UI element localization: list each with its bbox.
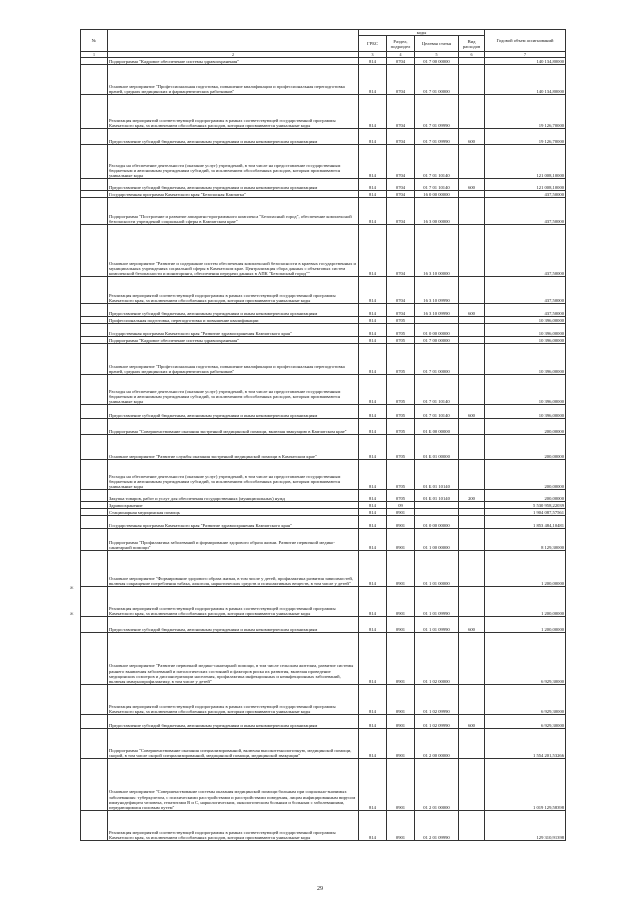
- col-name-header: [108, 30, 359, 52]
- index-cell: 5: [415, 52, 459, 58]
- csr-cell: 01 2 01 09990: [415, 811, 459, 841]
- vr-cell: [459, 419, 485, 435]
- razdel-cell: 0901: [387, 729, 415, 759]
- razdel-cell: 0901: [387, 715, 415, 729]
- razdel-cell: 0901: [387, 633, 415, 685]
- table-row: [81, 179, 566, 191]
- row-name-cell: Предоставление субсидий бюджетным, автономным учреждениям и иным некоммерческим организациям: [108, 179, 359, 191]
- csr-cell: 01 7 01 10140: [415, 145, 459, 179]
- row-name-cell: Государственная программа Камчатского края "Развитие здравоохранения Камчатского края": [108, 324, 359, 337]
- vr-cell: [459, 729, 485, 759]
- amount-cell: 10 396,00000: [485, 344, 566, 375]
- amount-cell: 6 929,30000: [485, 685, 566, 715]
- razdel-cell: 0704: [387, 304, 415, 317]
- grbs-cell: 814: [359, 551, 387, 587]
- razdel-cell: 0901: [387, 685, 415, 715]
- razdel-cell: 0704: [387, 145, 415, 179]
- razdel-cell: 0705: [387, 375, 415, 405]
- row-name-cell: Основное мероприятие "Совершенствование системы оказания медицинской помощи больным при социально-значимых заболеваниях: туберкулезом, с психическими расстройствами и расстройствами поведения, лицам инфицированным вирусом иммунодефицита человека, гепатитами В и С, наркологическим, онкологическим больным и больным с заболеваниями, передающимися половым путем": [108, 759, 359, 811]
- row-num-cell: [81, 516, 108, 529]
- row-num-cell: [81, 435, 108, 460]
- table-row: [81, 509, 566, 516]
- row-num-cell: [81, 58, 108, 65]
- grbs-cell: 814: [359, 65, 387, 95]
- razdel-cell: 0704: [387, 95, 415, 129]
- col-razdel-header: Раздел, подраздел: [387, 36, 415, 52]
- row-name-cell: Закупка товаров, работ и услуг для обеспечения государственных (муниципальных) нужд: [108, 490, 359, 502]
- amount-cell: 129 310,91398: [485, 811, 566, 841]
- row-num-cell: [81, 405, 108, 419]
- csr-cell: 01 7 01 00000: [415, 344, 459, 375]
- vr-cell: [459, 460, 485, 490]
- amount-cell: 6 929,30000: [485, 715, 566, 729]
- vr-cell: [459, 587, 485, 617]
- razdel-cell: 0704: [387, 58, 415, 65]
- row-name-cell: Подпрограмма "Кадровое обеспечение системы здравоохранения": [108, 337, 359, 344]
- razdel-cell: 0705: [387, 460, 415, 490]
- razdel-cell: 0704: [387, 225, 415, 277]
- razdel-cell: 0705: [387, 419, 415, 435]
- table-row: [81, 759, 566, 811]
- amount-cell: 1 904 087,57561: [485, 509, 566, 516]
- grbs-cell: 814: [359, 759, 387, 811]
- table-row: [81, 145, 566, 179]
- grbs-cell: 814: [359, 460, 387, 490]
- csr-cell: 01 2 00 00000: [415, 729, 459, 759]
- grbs-cell: 814: [359, 509, 387, 516]
- row-name-cell: Подпрограмма "Профилактика заболеваний и формирование здорового образа жизни. Развитие первичной медико-санитарной помощи": [108, 529, 359, 551]
- row-num-cell: [81, 587, 108, 617]
- csr-cell: 16 3 00 00000: [415, 198, 459, 225]
- vr-cell: [459, 198, 485, 225]
- vr-cell: [459, 509, 485, 516]
- table-row: [81, 58, 566, 65]
- amount-cell: 19 126,70000: [485, 129, 566, 145]
- amount-cell: 200,00000: [485, 460, 566, 490]
- razdel-cell: 0705: [387, 337, 415, 344]
- grbs-cell: 814: [359, 129, 387, 145]
- index-cell: 2: [108, 52, 359, 58]
- amount-cell: 1 853 484,10481: [485, 516, 566, 529]
- grbs-cell: 814: [359, 179, 387, 191]
- table-row: [81, 419, 566, 435]
- vr-cell: [459, 191, 485, 198]
- vr-cell: [459, 65, 485, 95]
- row-num-cell: [81, 179, 108, 191]
- row-num-cell: [81, 198, 108, 225]
- grbs-cell: 814: [359, 58, 387, 65]
- grbs-cell: 814: [359, 502, 387, 509]
- amount-cell: 5 530 958,22039: [485, 502, 566, 509]
- amount-cell: 1 200,00000: [485, 551, 566, 587]
- table-row: [81, 324, 566, 337]
- grbs-cell: 814: [359, 490, 387, 502]
- amount-cell: 10 396,00000: [485, 405, 566, 419]
- col-num-header: №: [81, 30, 108, 52]
- row-num-cell: [81, 551, 108, 587]
- table-row: [81, 304, 566, 317]
- row-num-cell: [81, 65, 108, 95]
- row-num-cell: [81, 419, 108, 435]
- table-row: [81, 617, 566, 633]
- row-num-cell: [81, 95, 108, 129]
- row-name-cell: Основное мероприятие "Развитие первичной медико-санитарной помощи, в том числе сельским жителям, развитие системы раннего выявления заболеваний и патологических состояний и факторов риска их развития, включая проведение медицинских осмотров и диспансеризации населения, профилактика инфекционных и неинфекционных заболеваний, включая иммунопрофилактику, в том числе у детей": [108, 633, 359, 685]
- razdel-cell: 0704: [387, 277, 415, 304]
- csr-cell: 01 7 01 09990: [415, 95, 459, 129]
- csr-cell: [415, 509, 459, 516]
- row-name-cell: Расходы на обеспечение деятельности (оказание услуг) учреждений, в том числе на предоставление государственным бюджетным и автономным учреждениям субсидий, за исключением обособленных расходов, которым присваиваются уникальные коды: [108, 375, 359, 405]
- row-num-cell: [81, 191, 108, 198]
- row-name-cell: Профессиональная подготовка, переподготовка и повышение квалификации: [108, 317, 359, 324]
- csr-cell: 01 7 01 10140: [415, 375, 459, 405]
- amount-cell: 437,50000: [485, 277, 566, 304]
- razdel-cell: 09: [387, 502, 415, 509]
- amount-cell: 19 126,70000: [485, 95, 566, 129]
- razdel-cell: 0705: [387, 317, 415, 324]
- amount-cell: 437,50000: [485, 225, 566, 277]
- vr-cell: [459, 337, 485, 344]
- amount-cell: 10 396,00000: [485, 324, 566, 337]
- csr-cell: 01 2 01 00000: [415, 759, 459, 811]
- table-row: [81, 198, 566, 225]
- grbs-cell: 814: [359, 529, 387, 551]
- row-num-cell: [81, 344, 108, 375]
- razdel-cell: 0901: [387, 587, 415, 617]
- row-name-cell: Предоставление субсидий бюджетным, автономным учреждениям и иным некоммерческим организациям: [108, 129, 359, 145]
- csr-cell: 01 7 01 00000: [415, 65, 459, 95]
- vr-cell: [459, 551, 485, 587]
- codes-header: коды: [359, 30, 485, 36]
- table-body: [81, 58, 566, 841]
- razdel-cell: 0901: [387, 529, 415, 551]
- row-name-cell: Подпрограмма "Построение и развитие аппаратно-программного комплекса "Безопасный город", обеспечение комплексной безопасности учреждений социальной сферы в Камчатском крае": [108, 198, 359, 225]
- grbs-cell: 814: [359, 419, 387, 435]
- vr-cell: [459, 502, 485, 509]
- grbs-cell: 814: [359, 225, 387, 277]
- grbs-cell: 814: [359, 435, 387, 460]
- table-row: [81, 811, 566, 841]
- row-name-cell: Подпрограмма "Кадровое обеспечение системы здравоохранения": [108, 58, 359, 65]
- amount-cell: 6 929,30000: [485, 633, 566, 685]
- razdel-cell: 0901: [387, 759, 415, 811]
- margin-mark: ж: [70, 612, 74, 617]
- row-num-cell: [81, 509, 108, 516]
- vr-cell: 600: [459, 179, 485, 191]
- vr-cell: [459, 317, 485, 324]
- csr-cell: 16 3 10 09990: [415, 277, 459, 304]
- row-name-cell: Государственная программа Камчатского края "Развитие здравоохранения Камчатского края": [108, 516, 359, 529]
- amount-cell: 1 554 201,53266: [485, 729, 566, 759]
- table-row: [81, 225, 566, 277]
- csr-cell: 16 3 10 00000: [415, 225, 459, 277]
- vr-cell: 600: [459, 405, 485, 419]
- table-row: [81, 633, 566, 685]
- vr-cell: 600: [459, 617, 485, 633]
- grbs-cell: 814: [359, 685, 387, 715]
- vr-cell: [459, 633, 485, 685]
- col-csr-header: Целевая статья: [415, 36, 459, 52]
- csr-cell: 01 7 00 00000: [415, 337, 459, 344]
- csr-cell: 01 7 01 10140: [415, 405, 459, 419]
- csr-cell: 01 7 01 09990: [415, 129, 459, 145]
- amount-cell: 437,50000: [485, 304, 566, 317]
- index-cell: 1: [81, 52, 108, 58]
- razdel-cell: 0705: [387, 435, 415, 460]
- row-name-cell: Расходы на обеспечение деятельности (оказание услуг) учреждений, в том числе на предоставление государственным бюджетным и автономным учреждениям субсидий, за исключением обособленных расходов, которым присваиваются уникальные коды: [108, 460, 359, 490]
- amount-cell: 140 134,80000: [485, 65, 566, 95]
- amount-cell: 1 200,00000: [485, 587, 566, 617]
- grbs-cell: 814: [359, 304, 387, 317]
- table-row: [81, 344, 566, 375]
- row-num-cell: [81, 715, 108, 729]
- csr-cell: [415, 502, 459, 509]
- row-name-cell: Предоставление субсидий бюджетным, автономным учреждениям и иным некоммерческим организациям: [108, 715, 359, 729]
- table-row: [81, 490, 566, 502]
- amount-cell: 1 019 129,58398: [485, 759, 566, 811]
- index-cell: 6: [459, 52, 485, 58]
- row-num-cell: [81, 129, 108, 145]
- budget-table: [80, 29, 566, 841]
- vr-cell: [459, 344, 485, 375]
- grbs-cell: 814: [359, 198, 387, 225]
- razdel-cell: 0705: [387, 344, 415, 375]
- row-name-cell: Государственная программа Камчатского края "Безопасная Камчатка": [108, 191, 359, 198]
- table-row: [81, 337, 566, 344]
- razdel-cell: 0901: [387, 811, 415, 841]
- table-row: [81, 460, 566, 490]
- col-grbs-header: ГРБС: [359, 36, 387, 52]
- grbs-cell: 814: [359, 729, 387, 759]
- page-number: 29: [317, 886, 323, 892]
- csr-cell: 01 Б 00 00000: [415, 419, 459, 435]
- grbs-cell: 814: [359, 617, 387, 633]
- row-name-cell: Подпрограмма "Совершенствование оказания специализированной, включая высокотехнологичную, медицинской помощи, скорой, в том числе скорой специализированной, медицинской помощи, медицинской эвакуации": [108, 729, 359, 759]
- row-num-cell: [81, 145, 108, 179]
- csr-cell: [415, 317, 459, 324]
- razdel-cell: 0901: [387, 551, 415, 587]
- vr-cell: [459, 324, 485, 337]
- csr-cell: 16 0 00 00000: [415, 191, 459, 198]
- amount-cell: 200,00000: [485, 490, 566, 502]
- csr-cell: 01 7 01 10140: [415, 179, 459, 191]
- vr-cell: 200: [459, 490, 485, 502]
- csr-cell: 01 7 00 00000: [415, 58, 459, 65]
- csr-cell: 01 1 02 00000: [415, 633, 459, 685]
- row-num-cell: [81, 811, 108, 841]
- razdel-cell: 0705: [387, 490, 415, 502]
- amount-cell: 1 200,00000: [485, 617, 566, 633]
- row-name-cell: Реализация мероприятий соответствующей подпрограммы в рамках соответствующей государственной программы Камчатского края, за исключением обособленных расходов, которым присваиваются уникальные коды: [108, 95, 359, 129]
- csr-cell: 01 1 00 00000: [415, 529, 459, 551]
- row-name-cell: Реализация мероприятий соответствующей подпрограммы в рамках соответствующей государственной программы Камчатского края, за исключением обособленных расходов, которым присваиваются уникальные коды: [108, 587, 359, 617]
- grbs-cell: 814: [359, 405, 387, 419]
- grbs-cell: 814: [359, 715, 387, 729]
- razdel-cell: 0704: [387, 179, 415, 191]
- grbs-cell: 814: [359, 95, 387, 129]
- grbs-cell: 814: [359, 324, 387, 337]
- table-row: [81, 129, 566, 145]
- row-name-cell: Предоставление субсидий бюджетным, автономным учреждениям и иным некоммерческим организациям: [108, 304, 359, 317]
- razdel-cell: 0704: [387, 191, 415, 198]
- razdel-cell: 0704: [387, 65, 415, 95]
- amount-cell: 200,00000: [485, 435, 566, 460]
- vr-cell: [459, 529, 485, 551]
- row-num-cell: [81, 685, 108, 715]
- row-num-cell: [81, 317, 108, 324]
- index-cell: 7: [485, 52, 566, 58]
- razdel-cell: 0901: [387, 509, 415, 516]
- razdel-cell: 0704: [387, 129, 415, 145]
- table-row: [81, 685, 566, 715]
- row-name-cell: Основное мероприятие "Развитие службы оказания экстренной медицинской помощи в Камчатском крае": [108, 435, 359, 460]
- csr-cell: 01 1 01 00000: [415, 551, 459, 587]
- table-row: [81, 317, 566, 324]
- csr-cell: 01 0 00 00000: [415, 324, 459, 337]
- razdel-cell: 0901: [387, 516, 415, 529]
- table-row: [81, 65, 566, 95]
- grbs-cell: 814: [359, 337, 387, 344]
- row-num-cell: [81, 375, 108, 405]
- amount-cell: 10 396,00000: [485, 317, 566, 324]
- amount-cell: 437,50000: [485, 191, 566, 198]
- row-name-cell: Предоставление субсидий бюджетным, автономным учреждениям и иным некоммерческим организациям: [108, 405, 359, 419]
- index-cell: 3: [359, 52, 387, 58]
- row-num-cell: [81, 324, 108, 337]
- table-row: [81, 729, 566, 759]
- csr-cell: 01 1 01 09990: [415, 587, 459, 617]
- csr-cell: 01 1 01 09990: [415, 617, 459, 633]
- csr-cell: 01 Б 01 00000: [415, 435, 459, 460]
- row-name-cell: Реализация мероприятий соответствующей подпрограммы в рамках соответствующей государственной программы Камчатского края, за исключением обособленных расходов, которым присваиваются уникальные коды: [108, 685, 359, 715]
- vr-cell: [459, 811, 485, 841]
- margin-mark: ж: [70, 586, 74, 591]
- col-vr-header: Вид расходов: [459, 36, 485, 52]
- grbs-cell: 814: [359, 516, 387, 529]
- row-name-cell: Основное мероприятие "Профессиональная подготовка, повышение квалификации и профессиональная переподготовка врачей, средних медицинских и фармацевтических работников": [108, 65, 359, 95]
- row-num-cell: [81, 277, 108, 304]
- table-row: [81, 405, 566, 419]
- table-row: [81, 95, 566, 129]
- grbs-cell: 814: [359, 344, 387, 375]
- vr-cell: [459, 516, 485, 529]
- row-name-cell: Расходы на обеспечение деятельности (оказание услуг) учреждений, в том числе на предоставление государственным бюджетным и автономным учреждениям субсидий, за исключением обособленных расходов, которым присваиваются уникальные коды: [108, 145, 359, 179]
- amount-cell: 437,50000: [485, 198, 566, 225]
- csr-cell: 01 1 02 09990: [415, 685, 459, 715]
- table-row: [81, 715, 566, 729]
- row-name-cell: Основное мероприятие "Формирование здорового образа жизни, в том числе у детей, профилактика развития зависимостей, включая сокращение потребления табака, алкоголя, наркотических средств и психоактивных веществ, в том числе у детей": [108, 551, 359, 587]
- csr-cell: 01 Б 01 10140: [415, 490, 459, 502]
- vr-cell: [459, 58, 485, 65]
- row-num-cell: [81, 460, 108, 490]
- amount-cell: 10 396,00000: [485, 337, 566, 344]
- row-num-cell: [81, 759, 108, 811]
- row-name-cell: Реализация мероприятий соответствующей подпрограммы в рамках соответствующей государственной программы Камчатского края, за исключением обособленных расходов, которым присваиваются уникальные коды: [108, 277, 359, 304]
- col-amount-header: Годовой объем ассигнований: [485, 30, 566, 52]
- amount-cell: 8 129,30000: [485, 529, 566, 551]
- index-cell: 4: [387, 52, 415, 58]
- row-num-cell: [81, 502, 108, 509]
- row-name-cell: Основное мероприятие "Развитие и содержание систем обеспечения комплексной безопасности в краевых государственных и муниципальных учреждениях социальной сферы в Камчатском крае. Централизация сбора данных с объектовых систем комплексной безопасности и мониторинга, обеспечения передачи данных в АПК "Безопасный город"": [108, 225, 359, 277]
- grbs-cell: 814: [359, 633, 387, 685]
- table-row: [81, 502, 566, 509]
- vr-cell: 600: [459, 715, 485, 729]
- grbs-cell: 814: [359, 375, 387, 405]
- amount-cell: 140 134,80000: [485, 58, 566, 65]
- row-num-cell: [81, 304, 108, 317]
- row-num-cell: [81, 225, 108, 277]
- grbs-cell: 814: [359, 145, 387, 179]
- row-num-cell: [81, 529, 108, 551]
- vr-cell: [459, 759, 485, 811]
- grbs-cell: 814: [359, 191, 387, 198]
- table-row: [81, 529, 566, 551]
- row-num-cell: [81, 729, 108, 759]
- amount-cell: 121 008,10000: [485, 145, 566, 179]
- row-num-cell: [81, 490, 108, 502]
- row-num-cell: [81, 633, 108, 685]
- vr-cell: [459, 685, 485, 715]
- amount-cell: 10 396,00000: [485, 375, 566, 405]
- table-row: [81, 191, 566, 198]
- row-name-cell: Стационарная медицинская помощь: [108, 509, 359, 516]
- row-name-cell: Основное мероприятие "Профессиональная подготовка, повышение квалификации и профессиональная переподготовка врачей, средних медицинских и фармацевтических работников": [108, 344, 359, 375]
- amount-cell: 200,00000: [485, 419, 566, 435]
- grbs-cell: 814: [359, 317, 387, 324]
- vr-cell: [459, 225, 485, 277]
- row-name-cell: Реализация мероприятий соответствующей подпрограммы в рамках соответствующей государственной программы Камчатского края, за исключением обособленных расходов, которым присваиваются уникальные коды: [108, 811, 359, 841]
- csr-cell: 16 3 10 09990: [415, 304, 459, 317]
- razdel-cell: 0704: [387, 198, 415, 225]
- vr-cell: 600: [459, 129, 485, 145]
- row-name-cell: Здравоохранение: [108, 502, 359, 509]
- row-num-cell: [81, 617, 108, 633]
- grbs-cell: 814: [359, 587, 387, 617]
- table-row: [81, 435, 566, 460]
- row-name-cell: Подпрограмма "Совершенствование оказания экстренной медицинской помощи, включая эвакуацию в Камчатском крае": [108, 419, 359, 435]
- grbs-cell: 814: [359, 277, 387, 304]
- vr-cell: [459, 95, 485, 129]
- vr-cell: [459, 277, 485, 304]
- table-row: [81, 375, 566, 405]
- razdel-cell: 0705: [387, 405, 415, 419]
- vr-cell: [459, 375, 485, 405]
- razdel-cell: 0705: [387, 324, 415, 337]
- amount-cell: 121 008,10000: [485, 179, 566, 191]
- csr-cell: 01 1 02 09990: [415, 715, 459, 729]
- csr-cell: 01 0 00 00000: [415, 516, 459, 529]
- table-row: [81, 587, 566, 617]
- vr-cell: 600: [459, 304, 485, 317]
- table-row: [81, 516, 566, 529]
- csr-cell: 01 Б 01 10140: [415, 460, 459, 490]
- table-row: [81, 277, 566, 304]
- grbs-cell: 814: [359, 811, 387, 841]
- vr-cell: [459, 145, 485, 179]
- vr-cell: [459, 435, 485, 460]
- table-row: [81, 551, 566, 587]
- razdel-cell: 0901: [387, 617, 415, 633]
- row-num-cell: [81, 337, 108, 344]
- row-name-cell: Предоставление субсидий бюджетным, автономным учреждениям и иным некоммерческим организациям: [108, 617, 359, 633]
